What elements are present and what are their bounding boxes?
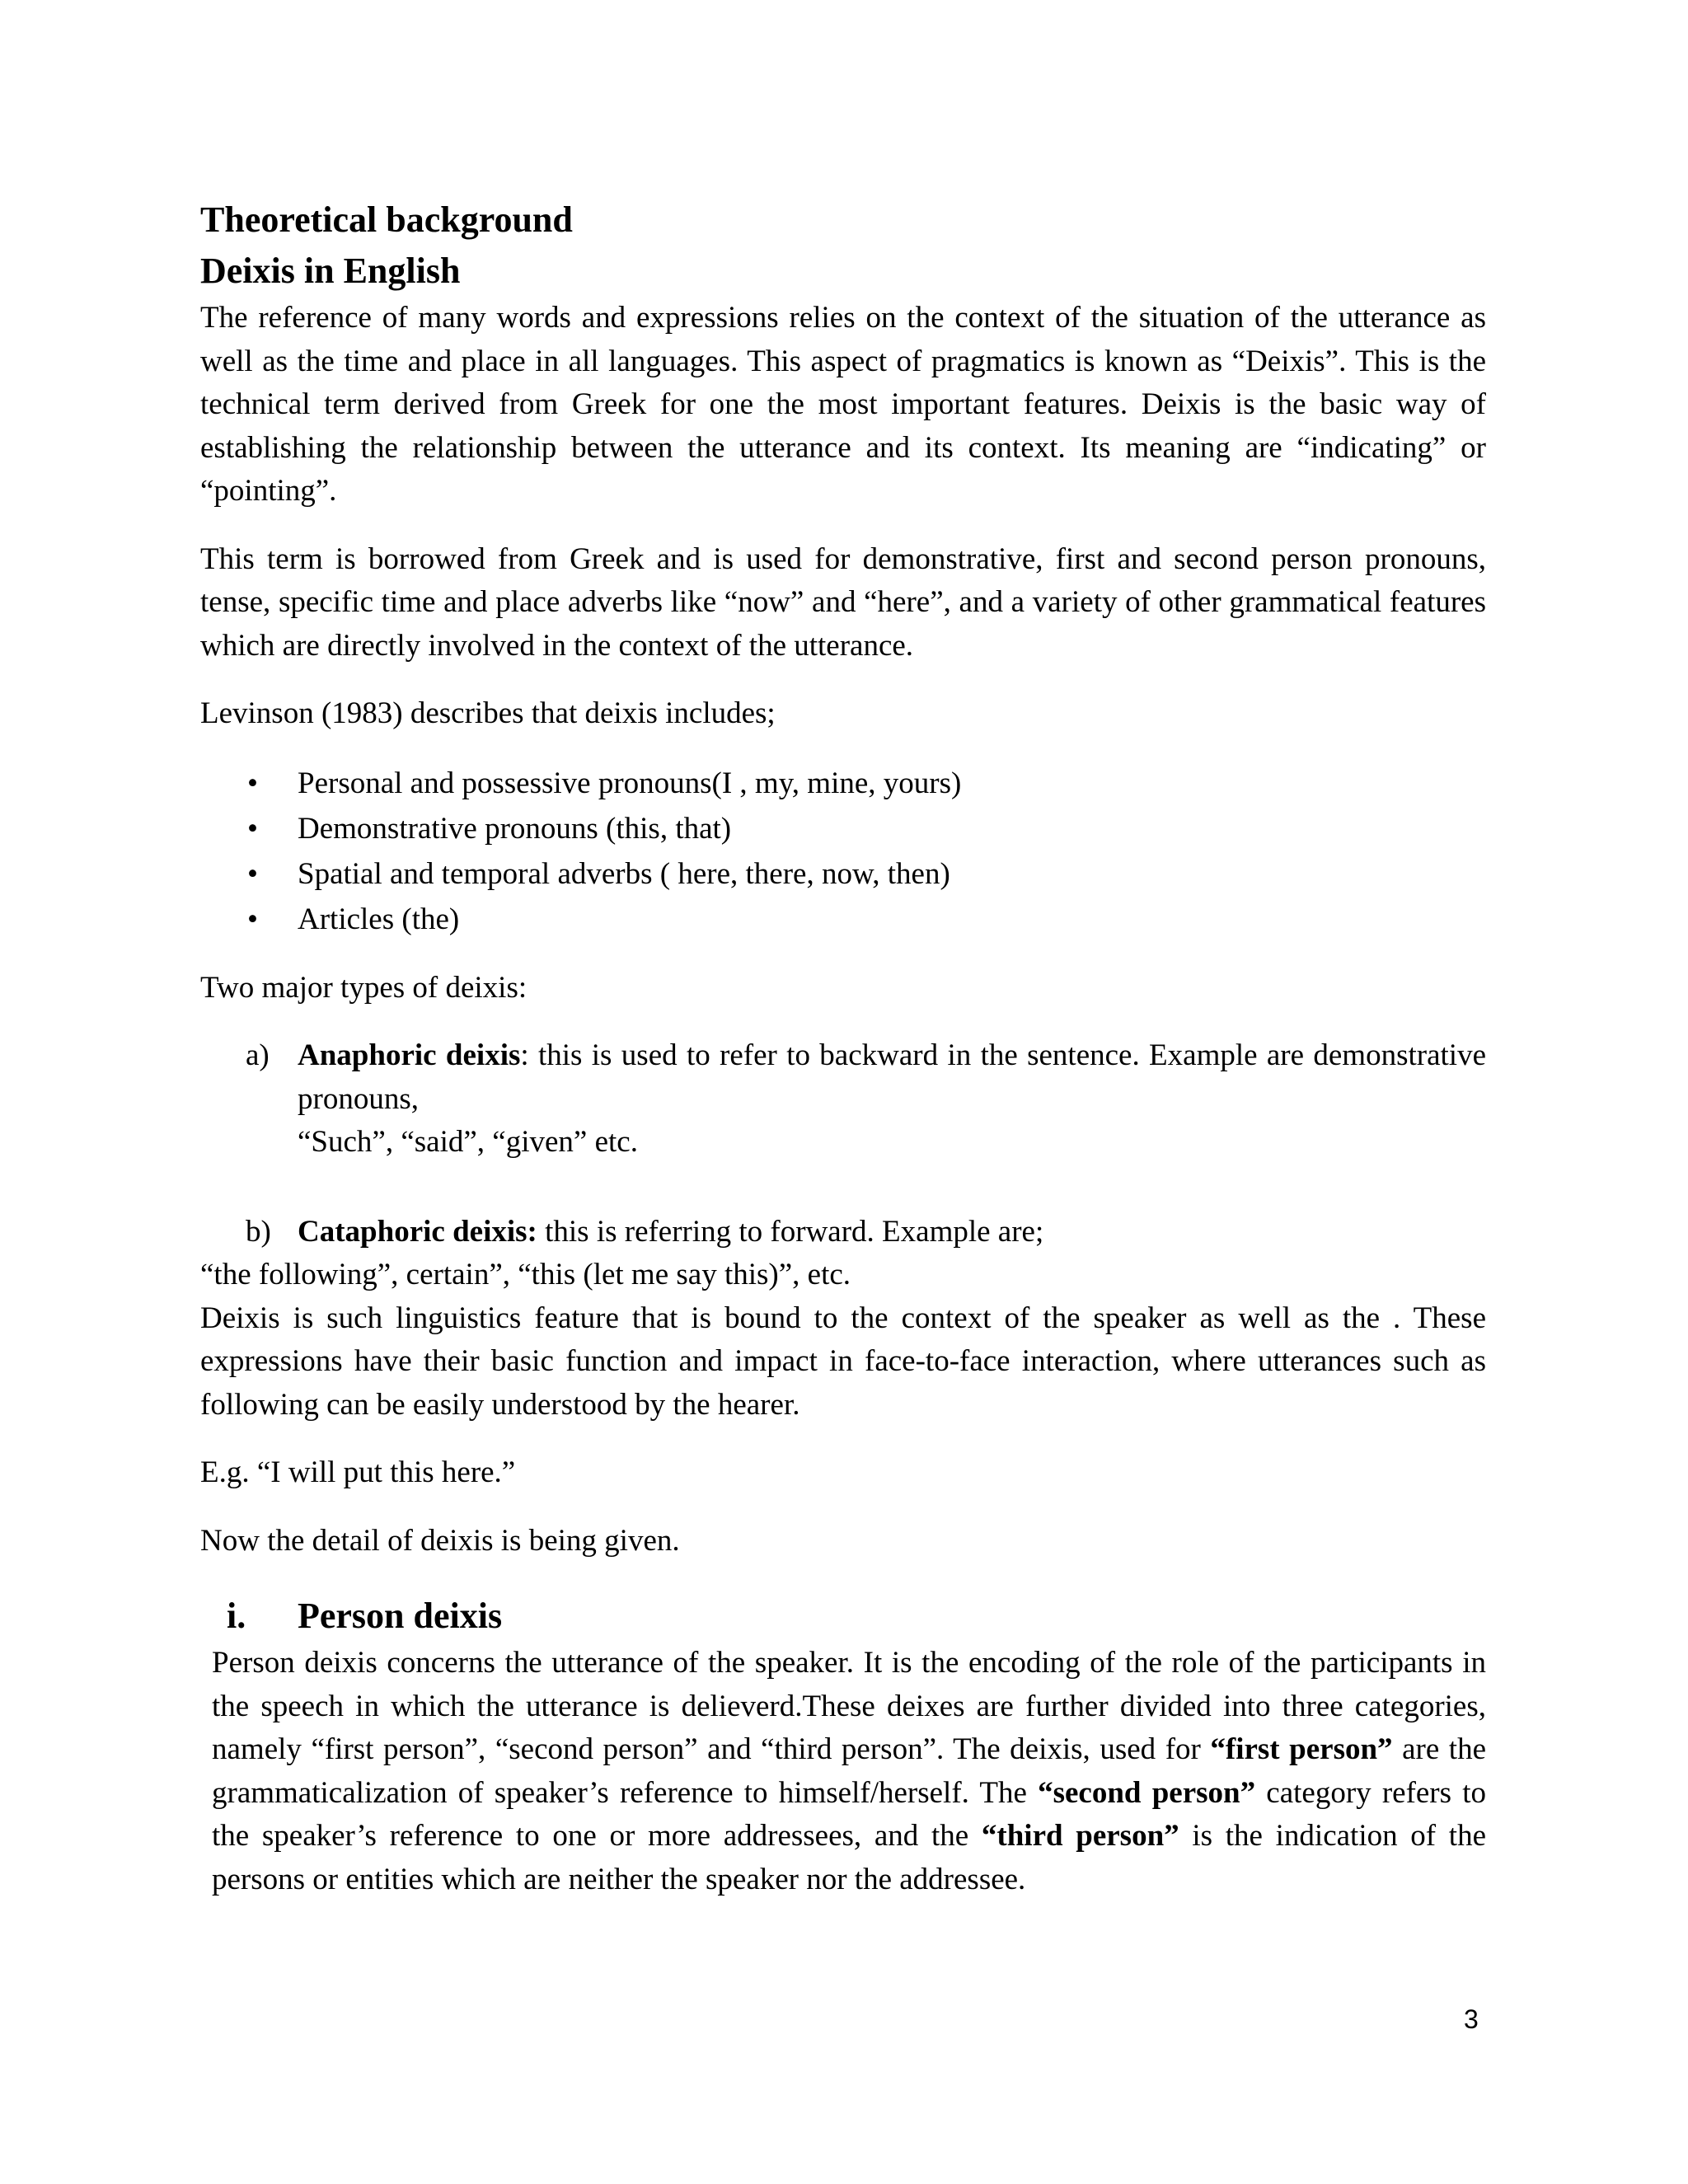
section-marker: i. <box>227 1596 246 1636</box>
type-b-marker: b) <box>246 1214 271 1249</box>
example-line: E.g. “I will put this here.” <box>200 1455 516 1489</box>
cataphoric-text: this is referring to forward. Example are; <box>537 1214 1044 1249</box>
bullet-icon: • <box>247 856 258 891</box>
page-content <box>200 194 1486 1901</box>
types-intro: Two major types of deixis: <box>200 970 528 1005</box>
first-person-term: “first person” <box>1210 1732 1393 1766</box>
list-item: • Spatial and temporal adverbs ( here, there, now, then) <box>200 851 1486 897</box>
heading-theoretical-background: Theoretical background <box>200 199 573 240</box>
section-title: Person deixis <box>298 1596 503 1636</box>
type-a-anaphoric <box>200 1034 1486 1165</box>
bullet-icon: • <box>247 811 258 846</box>
second-person-term: “second person” <box>1038 1775 1256 1810</box>
anaphoric-term: Anaphoric deixis <box>298 1038 521 1072</box>
bullet-icon: • <box>247 902 258 936</box>
page-number: 3 <box>1464 2004 1479 2034</box>
anaphoric-examples: “Such”, “said”, “given” etc. <box>298 1125 638 1159</box>
levinson-intro: Levinson (1983) describes that deixis includes; <box>200 696 776 730</box>
type-a-marker: a) <box>246 1038 270 1072</box>
list-item: • Articles (the) <box>200 897 1486 942</box>
third-person-term: “third person” <box>981 1819 1179 1853</box>
person-deixis-paragraph: Person deixis concerns the utterance of the speaker. It is the encoding of the role of the participants in the speech in which the utterance is delieverd.These deixes are further divided into three categories, namely “first person”, “second person” and “third person”. The deixis, used for “first person” are the grammaticalization of speaker’s reference to himself/herself. The “second person” category refers to the speaker’s reference to one or more addressees, and the “third person” is the indication of the persons or entities which are neither the speaker nor the addressee. <box>212 1646 1487 1896</box>
paragraph-speaker-context: Deixis is such linguistics feature that is bound to the context of the speaker as well as the . These expressions have their basic function and impact in face-to-face interaction, where utterances such as following can be easily understood by the hearer. <box>200 1301 1486 1422</box>
detail-line: Now the detail of deixis is being given. <box>200 1523 680 1558</box>
deixis-includes-list <box>200 761 1486 942</box>
list-item: • Personal and possessive pronouns(I , my, mine, yours) <box>200 761 1486 806</box>
list-item: • Demonstrative pronouns (this, that) <box>200 806 1486 851</box>
intro-paragraph: The reference of many words and expressions relies on the context of the situation of the utterance as well as the time and place in all languages. This aspect of pragmatics is known as “Deixis”. This is the technical term derived from Greek for one the most important features. Deixis is the basic way of establishing the relationship between the utterance and its context. Its meaning are “indicating” or “pointing”. <box>200 301 1486 508</box>
section-person-deixis-heading <box>200 1591 1486 1642</box>
bullet-icon: • <box>247 766 258 800</box>
anaphoric-text: : this is used to refer to backward in the sentence. Example are demonstrative pronouns, <box>298 1038 1486 1116</box>
cataphoric-examples: “the following”, certain”, “this (let me say this)”, etc. <box>200 1258 851 1291</box>
heading-deixis-in-english: Deixis in English <box>200 251 461 291</box>
deixis-types-list <box>200 1034 1486 1254</box>
type-b-cataphoric <box>200 1211 1486 1254</box>
paragraph-borrowed-term: This term is borrowed from Greek and is used for demonstrative, first and second person pronouns, tense, specific time and place adverbs like “now” and “here”, and a variety of other grammatical features which are directly involved in the context of the utterance. <box>200 541 1486 663</box>
cataphoric-term: Cataphoric deixis: <box>298 1214 537 1249</box>
